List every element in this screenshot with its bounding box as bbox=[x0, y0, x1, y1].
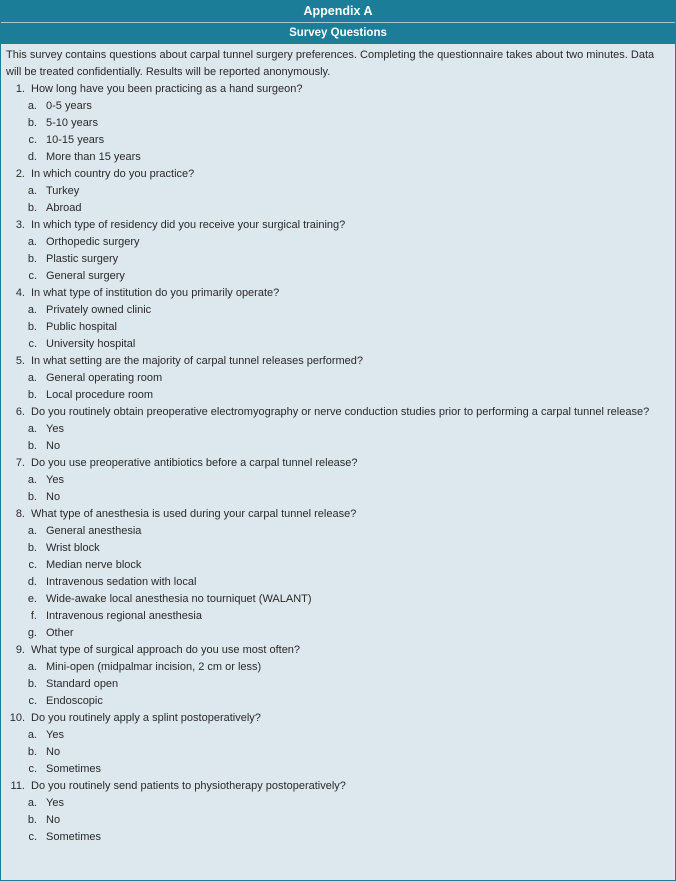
option-letter: a. bbox=[27, 661, 37, 673]
question-number: 6. bbox=[15, 406, 25, 418]
answer-option bbox=[1, 370, 667, 387]
option-text: Median nerve block bbox=[46, 559, 142, 571]
option-text: Other bbox=[46, 627, 74, 639]
option-text: Mini-open (midpalmar incision, 2 cm or less) bbox=[46, 661, 262, 673]
option-text: Yes bbox=[46, 729, 64, 741]
question-item bbox=[1, 81, 667, 166]
answer-option bbox=[1, 676, 667, 693]
option-letter: a. bbox=[27, 423, 37, 435]
option-letter: b. bbox=[27, 542, 37, 554]
answer-option bbox=[1, 421, 667, 438]
answer-option bbox=[1, 234, 667, 251]
option-text: Plastic surgery bbox=[46, 253, 119, 265]
question-item bbox=[1, 217, 667, 285]
question-number: 11. bbox=[10, 780, 25, 792]
option-text: Endoscopic bbox=[46, 695, 103, 707]
option-text: Wrist block bbox=[46, 542, 100, 554]
option-text: Turkey bbox=[46, 185, 80, 197]
question-number: 4. bbox=[15, 287, 25, 299]
option-text: No bbox=[46, 814, 61, 826]
question-text: How long have you been practicing as a hand surgeon? bbox=[31, 83, 303, 95]
option-text: Orthopedic surgery bbox=[46, 236, 140, 248]
answer-option bbox=[1, 795, 667, 812]
question-row bbox=[1, 710, 667, 727]
option-letter: b. bbox=[27, 117, 37, 129]
option-text: General surgery bbox=[46, 270, 125, 282]
option-letter: d. bbox=[27, 151, 37, 163]
option-letter: b. bbox=[27, 253, 37, 265]
option-text: Standard open bbox=[46, 678, 119, 690]
option-letter: a. bbox=[27, 525, 37, 537]
answer-option bbox=[1, 200, 667, 217]
answer-option bbox=[1, 625, 667, 642]
answer-option bbox=[1, 812, 667, 829]
option-text: Yes bbox=[46, 423, 64, 435]
option-text: University hospital bbox=[46, 338, 136, 350]
question-item bbox=[1, 353, 667, 404]
option-text: More than 15 years bbox=[46, 151, 141, 163]
question-row bbox=[1, 353, 667, 370]
option-letter: a. bbox=[27, 236, 37, 248]
answer-option bbox=[1, 302, 667, 319]
question-row bbox=[1, 81, 667, 98]
question-item bbox=[1, 404, 667, 455]
answer-option bbox=[1, 829, 667, 846]
answer-option bbox=[1, 438, 667, 455]
question-number: 5. bbox=[15, 355, 25, 367]
option-letter: c. bbox=[28, 695, 37, 707]
option-letter: c. bbox=[28, 559, 37, 571]
answer-option bbox=[1, 115, 667, 132]
answer-option bbox=[1, 98, 667, 115]
question-row bbox=[1, 166, 667, 183]
question-text: What type of surgical approach do you use most often? bbox=[31, 644, 301, 656]
question-text: Do you routinely obtain preoperative electromyography or nerve conduction studies prior to performing a carpal tunnel release? bbox=[31, 406, 650, 418]
question-row bbox=[1, 642, 667, 659]
option-text: No bbox=[46, 491, 61, 503]
table-subtitle: Survey Questions bbox=[1, 23, 675, 44]
question-item bbox=[1, 285, 667, 353]
answer-option bbox=[1, 268, 667, 285]
option-letter: c. bbox=[28, 270, 37, 282]
option-letter: c. bbox=[28, 763, 37, 775]
answer-option bbox=[1, 557, 667, 574]
question-number: 3. bbox=[15, 219, 25, 231]
option-text: General anesthesia bbox=[46, 525, 142, 537]
answer-option bbox=[1, 132, 667, 149]
option-letter: g. bbox=[27, 627, 37, 639]
answer-option bbox=[1, 387, 667, 404]
answer-option bbox=[1, 727, 667, 744]
question-item bbox=[1, 710, 667, 778]
option-letter: b. bbox=[27, 746, 37, 758]
answer-option bbox=[1, 336, 667, 353]
option-text: 0-5 years bbox=[46, 100, 92, 112]
option-letter: c. bbox=[28, 831, 37, 843]
option-text: Local procedure room bbox=[46, 389, 154, 401]
option-letter: a. bbox=[27, 729, 37, 741]
option-text: General operating room bbox=[46, 372, 163, 384]
question-number: 8. bbox=[15, 508, 25, 520]
option-text: Sometimes bbox=[46, 831, 102, 843]
question-text: Do you routinely apply a splint postoperatively? bbox=[31, 712, 261, 724]
option-text: No bbox=[46, 746, 61, 758]
option-text: Intravenous sedation with local bbox=[46, 576, 197, 588]
question-row bbox=[1, 455, 667, 472]
option-letter: b. bbox=[27, 814, 37, 826]
question-row bbox=[1, 506, 667, 523]
question-item bbox=[1, 778, 667, 846]
option-text: Wide-awake local anesthesia no tourniquet (WALANT) bbox=[46, 593, 312, 605]
question-text: What type of anesthesia is used during your carpal tunnel release? bbox=[31, 508, 357, 520]
question-text: In what setting are the majority of carpal tunnel releases performed? bbox=[31, 355, 364, 367]
answer-option bbox=[1, 540, 667, 557]
answer-option bbox=[1, 489, 667, 506]
question-text: In what type of institution do you primarily operate? bbox=[31, 287, 280, 299]
option-text: Sometimes bbox=[46, 763, 102, 775]
question-item bbox=[1, 642, 667, 710]
answer-option bbox=[1, 319, 667, 336]
option-letter: b. bbox=[27, 389, 37, 401]
option-text: Abroad bbox=[46, 202, 82, 214]
question-number: 9. bbox=[15, 644, 25, 656]
survey-intro: This survey contains questions about carpal tunnel surgery preferences. Completing the questionnaire takes about two minutes. Data will be treated confidentially. Results will be reported anonymously. bbox=[6, 49, 655, 78]
answer-option bbox=[1, 608, 667, 625]
option-letter: c. bbox=[28, 134, 37, 146]
question-text: In which type of residency did you receive your surgical training? bbox=[31, 219, 346, 231]
option-letter: a. bbox=[27, 797, 37, 809]
question-item bbox=[1, 455, 667, 506]
option-text: 5-10 years bbox=[46, 117, 98, 129]
option-letter: a. bbox=[27, 304, 37, 316]
answer-option bbox=[1, 251, 667, 268]
question-number: 1. bbox=[15, 83, 25, 95]
answer-option bbox=[1, 149, 667, 166]
answer-option bbox=[1, 183, 667, 200]
option-letter: b. bbox=[27, 321, 37, 333]
appendix-title: Appendix A bbox=[1, 1, 675, 23]
answer-option bbox=[1, 659, 667, 676]
answer-option bbox=[1, 591, 667, 608]
option-text: Privately owned clinic bbox=[46, 304, 152, 316]
option-letter: a. bbox=[27, 100, 37, 112]
option-letter: c. bbox=[28, 338, 37, 350]
option-letter: a. bbox=[27, 372, 37, 384]
option-letter: b. bbox=[27, 678, 37, 690]
option-letter: e. bbox=[27, 593, 37, 605]
option-text: Yes bbox=[46, 474, 64, 486]
answer-option bbox=[1, 523, 667, 540]
question-row bbox=[1, 285, 667, 302]
option-text: Yes bbox=[46, 797, 64, 809]
answer-option bbox=[1, 472, 667, 489]
question-text: Do you use preoperative antibiotics before a carpal tunnel release? bbox=[31, 457, 358, 469]
question-list bbox=[1, 81, 675, 846]
option-letter: d. bbox=[27, 576, 37, 588]
answer-option bbox=[1, 574, 667, 591]
question-text: Do you routinely send patients to physiotherapy postoperatively? bbox=[31, 780, 346, 792]
option-letter: b. bbox=[27, 491, 37, 503]
question-text: In which country do you practice? bbox=[31, 168, 195, 180]
answer-option bbox=[1, 761, 667, 778]
option-letter: f. bbox=[30, 610, 37, 622]
option-letter: b. bbox=[27, 440, 37, 452]
option-letter: a. bbox=[27, 474, 37, 486]
question-item bbox=[1, 506, 667, 642]
question-number: 2. bbox=[15, 168, 25, 180]
question-number: 7. bbox=[15, 457, 25, 469]
question-number: 10. bbox=[9, 712, 25, 724]
question-item bbox=[1, 166, 667, 217]
option-text: Intravenous regional anesthesia bbox=[46, 610, 202, 622]
option-letter: a. bbox=[27, 185, 37, 197]
answer-option bbox=[1, 744, 667, 761]
question-row bbox=[1, 217, 667, 234]
question-row bbox=[1, 404, 667, 421]
answer-option bbox=[1, 693, 667, 710]
option-text: No bbox=[46, 440, 61, 452]
option-text: 10-15 years bbox=[46, 134, 105, 146]
question-row bbox=[1, 778, 667, 795]
option-text: Public hospital bbox=[46, 321, 117, 333]
option-letter: b. bbox=[27, 202, 37, 214]
